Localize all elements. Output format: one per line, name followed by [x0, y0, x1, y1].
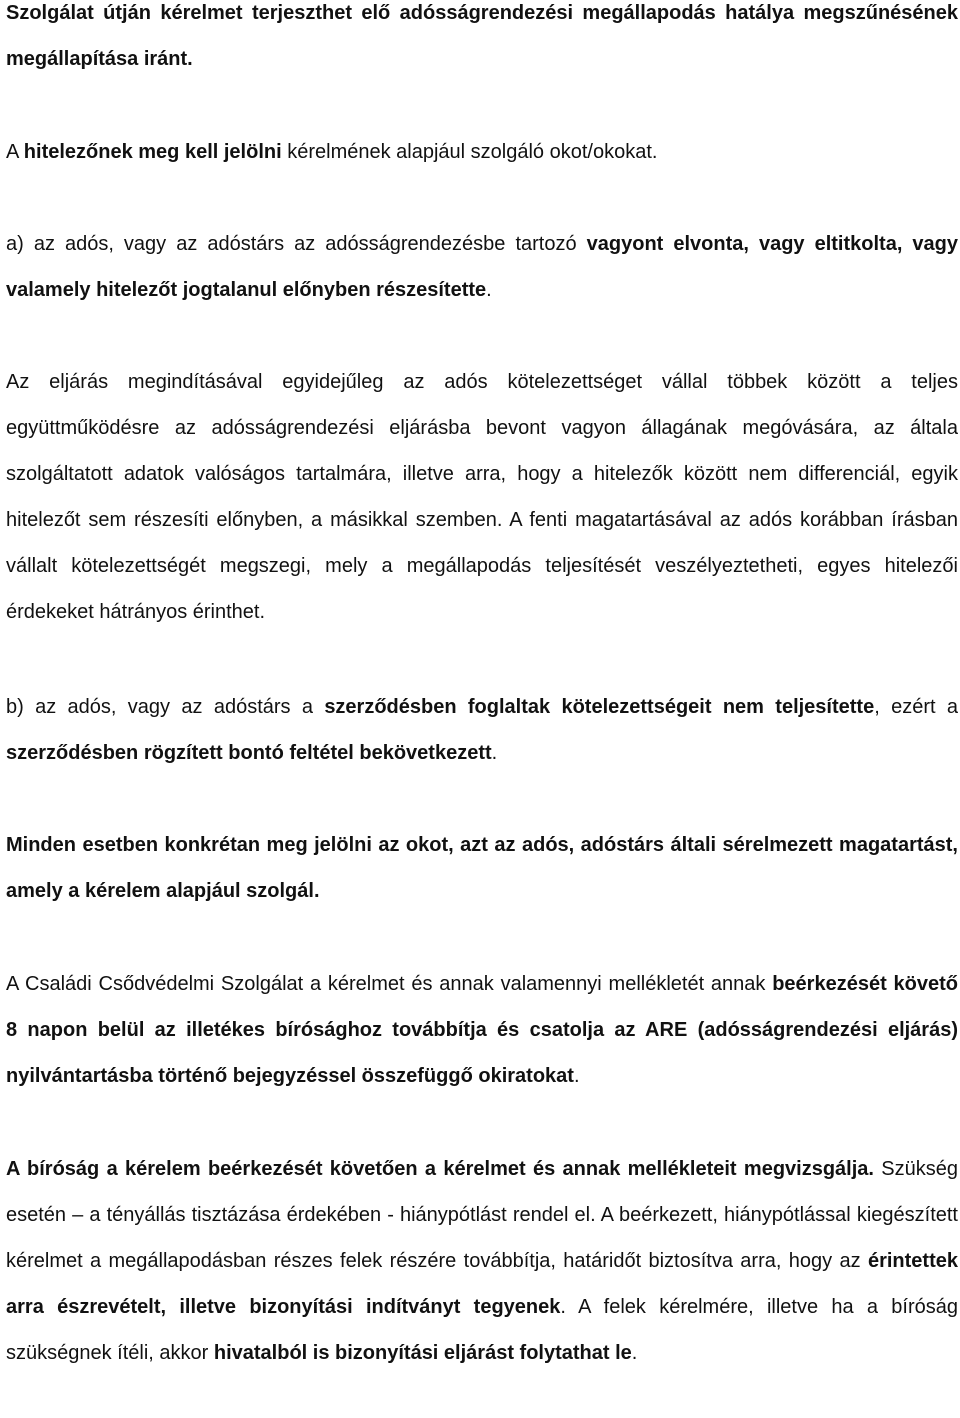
court-paragraph — [6, 1146, 958, 1376]
every-case-paragraph — [6, 822, 958, 914]
point-a-paragraph — [6, 221, 958, 313]
grounds-paragraph — [6, 129, 958, 175]
court-text-2: . A felek kérelmére, illetve ha a bíróság szükségnek ítéli, akkor — [6, 1296, 959, 1364]
title-paragraph — [6, 0, 958, 82]
grounds-bold: hitelezőnek meg kell jelölni — [23, 141, 282, 163]
court-bold-3: hivatalból is bizonyítási eljárást folytathat le — [213, 1342, 632, 1364]
title-text: Szolgálat útján kérelmet terjeszthet elő adósságrendezési megállapodás hatálya megszűnésének megállapítása iránt. — [6, 2, 958, 70]
court-bold-1: A bíróság a kérelem beérkezését követően a kérelmet és annak mellékleteit megvizsgálja. — [6, 1158, 874, 1180]
proceedings-paragraph: Az eljárás megindításával egyidejűleg az adós kötelezettséget vállal többek között a teljes együttműködésre az adósságrendezési eljárásba bevont vagyon állagának megóvására, az általa szolgáltatott adatok valóságos tartalmára, illetve arra, hogy a hitelezők között nem differenciál, egyik hitelezőt sem részesíti előnyben, a másikkal szemben. A fenti magatartásával az adós korábban írásban vállalt kötelezettségét megszegi, mely a megállapodás teljesítését veszélyeztetheti, egyes hitelezői érdekeket hátrányos érinthet. — [6, 371, 958, 623]
court-bold-2: érintettek arra észrevételt, illetve bizonyítási indítványt tegyenek — [6, 1250, 958, 1318]
point-b-paragraph — [6, 684, 958, 776]
point-b-pre: b) az adós, vagy az adóstárs a — [6, 696, 325, 718]
service-pre: A Családi Csődvédelmi Szolgálat a kérelmet és annak valamennyi mellékletét annak — [6, 973, 773, 995]
point-a-post: . — [486, 279, 492, 301]
point-b-post: . — [491, 742, 498, 764]
service-paragraph — [6, 961, 958, 1099]
point-b-mid: , ezért a — [874, 696, 959, 718]
every-case-text: Minden esetben konkrétan meg jelölni az okot, azt az adós, adóstárs általi sérelmezett magatartást, amely a kérelem alapjául szolgál. — [6, 834, 958, 902]
service-post: . — [573, 1065, 580, 1087]
court-post: . — [631, 1342, 638, 1364]
grounds-post: kérelmének alapjául szolgáló okot/okokat. — [281, 141, 658, 163]
service-bold: beérkezését követő 8 napon belül az illetékes bírósághoz továbbítja és csatolja az ARE (adósságrendezési eljárás) nyilvántartásba történő bejegyzéssel összefüggő okiratokat — [6, 973, 958, 1087]
point-b-bold-1: szerződésben foglaltak kötelezettségeit nem teljesítette — [324, 696, 875, 718]
point-a-pre: a) az adós, vagy az adóstárs az adósságrendezésbe tartozó — [6, 233, 587, 255]
point-a-bold: vagyont elvonta, vagy eltitkolta, vagy valamely hitelezőt jogtalanul előnyben részesítette — [6, 233, 959, 301]
grounds-pre: A — [6, 141, 24, 163]
point-b-bold-2: szerződésben rögzített bontó feltétel bekövetkezett — [6, 742, 492, 764]
court-text-1: Szükség esetén – a tényállás tisztázása érdekében - hiánypótlást rendel el. A beérkezett, hiánypótlással kiegészített kérelmet a megállapodásban részes felek részére továbbítja, határidőt biztosítva arra, hogy az — [6, 1158, 958, 1272]
